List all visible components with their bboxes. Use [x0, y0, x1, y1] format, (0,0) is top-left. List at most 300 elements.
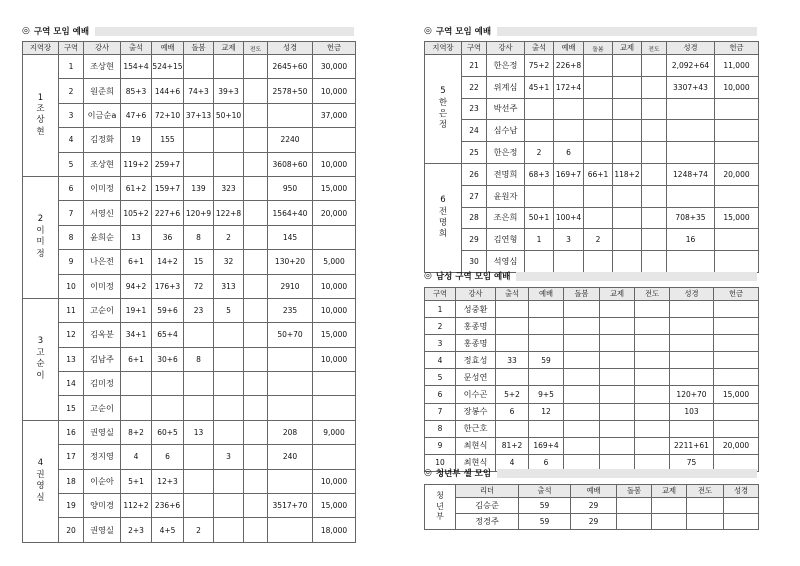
cell-evangel — [642, 98, 667, 120]
cell-worship — [529, 369, 564, 386]
cell-offering: 30,000 — [313, 55, 356, 79]
left-worship-table — [22, 41, 356, 543]
cell-teacher: 서영신 — [84, 201, 121, 225]
cell-attend: 94+2 — [121, 274, 152, 298]
cell-teacher: 전명희 — [487, 163, 525, 185]
cell-attend: 75+2 — [525, 55, 554, 77]
cell-attend — [496, 369, 529, 386]
cell-worship — [554, 185, 584, 207]
cell-teacher: 문성연 — [456, 369, 496, 386]
cell-offering — [714, 318, 759, 335]
cell-worship: 155 — [152, 128, 184, 152]
cell-leader: 김승준 — [456, 498, 519, 514]
cell-attend: 85+3 — [121, 79, 152, 103]
cell-bible — [670, 335, 714, 352]
cell-fellowship: 50+10 — [214, 103, 244, 127]
cell-fellowship — [600, 437, 635, 454]
cell-offering — [714, 420, 759, 437]
cell-bible: 2240 — [268, 128, 313, 152]
cell-care: 2 — [184, 518, 214, 542]
cell-evangel — [642, 142, 667, 164]
cell-bible: 240 — [268, 445, 313, 469]
table-row — [425, 514, 759, 530]
cell-evangel — [244, 372, 268, 396]
cell-offering — [714, 301, 759, 318]
cell-no: 12 — [59, 323, 84, 347]
cell-offering: 20,000 — [715, 163, 759, 185]
cell-offering: 10,000 — [313, 79, 356, 103]
cell-worship: 6 — [529, 454, 564, 471]
table-row — [425, 207, 759, 229]
cell-bible: 2910 — [268, 274, 313, 298]
cell-worship: 14+2 — [152, 250, 184, 274]
column-header: 돌봄 — [617, 485, 652, 498]
cell-evangel — [244, 274, 268, 298]
column-header: 출석 — [496, 288, 529, 301]
column-header: 리더 — [456, 485, 519, 498]
cell-evangel — [635, 420, 670, 437]
cell-fellowship: 5 — [214, 298, 244, 322]
cell-teacher: 김연형 — [487, 229, 525, 251]
cell-attend — [525, 185, 554, 207]
cell-fellowship — [214, 347, 244, 371]
cell-teacher: 김정화 — [84, 128, 121, 152]
cell-attend: 47+6 — [121, 103, 152, 127]
cell-worship: 6 — [554, 142, 584, 164]
column-header: 강사 — [456, 288, 496, 301]
table-row — [23, 55, 356, 79]
double-circle-icon: ◎ — [424, 468, 432, 478]
cell-worship: 72+10 — [152, 103, 184, 127]
cell-fellowship — [214, 494, 244, 518]
cell-bible: 235 — [268, 298, 313, 322]
cell-fellowship — [214, 420, 244, 444]
column-header: 교제 — [600, 288, 635, 301]
column-header: 예배 — [554, 42, 584, 55]
cell-fellowship — [652, 498, 687, 514]
cell-teacher: 고순이 — [84, 298, 121, 322]
cell-no: 1 — [425, 301, 456, 318]
title-bar — [497, 469, 757, 478]
cell-no: 9 — [425, 437, 456, 454]
cell-worship: 172+4 — [554, 76, 584, 98]
cell-offering — [714, 352, 759, 369]
cell-bible: 2211+61 — [670, 437, 714, 454]
column-header: 전도 — [244, 42, 268, 55]
cell-evangel — [244, 445, 268, 469]
table-row — [425, 335, 759, 352]
cell-attend: 5+1 — [121, 469, 152, 493]
cell-offering: 37,000 — [313, 103, 356, 127]
cell-bible — [667, 120, 715, 142]
table-row — [425, 55, 759, 77]
cell-fellowship: 3 — [214, 445, 244, 469]
cell-no: 25 — [462, 142, 487, 164]
district-leader-cell: 2 이 미 정 — [23, 176, 59, 298]
table-row — [23, 469, 356, 493]
column-header: 성경 — [268, 42, 313, 55]
cell-offering: 9,000 — [313, 420, 356, 444]
cell-fellowship — [600, 420, 635, 437]
table-row — [425, 352, 759, 369]
cell-teacher: 최현식 — [456, 454, 496, 471]
cell-offering: 10,000 — [313, 152, 356, 176]
cell-care — [564, 403, 600, 420]
cell-offering — [715, 229, 759, 251]
cell-attend — [525, 120, 554, 142]
header-row — [425, 288, 759, 301]
right-worship-table — [424, 41, 759, 273]
cell-evangel — [635, 335, 670, 352]
cell-attend: 2 — [525, 142, 554, 164]
table-row — [425, 142, 759, 164]
cell-evangel — [244, 396, 268, 420]
cell-fellowship — [600, 403, 635, 420]
cell-offering — [313, 128, 356, 152]
cell-evangel — [642, 163, 667, 185]
cell-evangel — [687, 514, 724, 530]
table-row — [425, 369, 759, 386]
cell-offering — [714, 335, 759, 352]
cell-bible — [268, 396, 313, 420]
cell-attend: 19 — [121, 128, 152, 152]
cell-evangel — [635, 369, 670, 386]
youth-cell-table — [424, 484, 759, 530]
cell-no: 15 — [59, 396, 84, 420]
column-header: 성경 — [670, 288, 714, 301]
cell-care — [584, 142, 613, 164]
cell-care — [564, 386, 600, 403]
men-section-title — [424, 269, 757, 283]
cell-teacher: 정효성 — [456, 352, 496, 369]
cell-care: 23 — [184, 298, 214, 322]
cell-teacher: 한은정 — [487, 142, 525, 164]
table-row — [425, 403, 759, 420]
cell-no: 13 — [59, 347, 84, 371]
cell-attend — [496, 318, 529, 335]
cell-teacher: 권영실 — [84, 420, 121, 444]
cell-fellowship — [613, 207, 642, 229]
cell-attend: 4 — [121, 445, 152, 469]
cell-care: 37+13 — [184, 103, 214, 127]
cell-bible — [268, 469, 313, 493]
column-header: 교제 — [214, 42, 244, 55]
cell-worship: 169+4 — [529, 437, 564, 454]
cell-teacher: 이금순a — [84, 103, 121, 127]
cell-teacher: 조은희 — [487, 207, 525, 229]
cell-care — [584, 207, 613, 229]
cell-attend: 81+2 — [496, 437, 529, 454]
cell-attend: 105+2 — [121, 201, 152, 225]
cell-leader: 정경주 — [456, 514, 519, 530]
cell-offering — [715, 185, 759, 207]
cell-no: 28 — [462, 207, 487, 229]
youth-title-text: 청년부 셀 모임 — [435, 469, 492, 479]
cell-teacher: 정지영 — [84, 445, 121, 469]
cell-bible — [667, 142, 715, 164]
cell-fellowship — [214, 396, 244, 420]
table-row — [23, 201, 356, 225]
cell-worship: 12+3 — [152, 469, 184, 493]
cell-care: 74+3 — [184, 79, 214, 103]
cell-fellowship — [214, 372, 244, 396]
cell-offering — [313, 445, 356, 469]
table-row — [23, 225, 356, 249]
cell-fellowship: 39+3 — [214, 79, 244, 103]
cell-teacher: 김남주 — [84, 347, 121, 371]
cell-bible — [667, 185, 715, 207]
cell-attend: 4 — [496, 454, 529, 471]
cell-offering — [313, 372, 356, 396]
cell-evangel — [635, 352, 670, 369]
cell-evangel — [244, 201, 268, 225]
table-row — [23, 396, 356, 420]
cell-attend: 119+2 — [121, 152, 152, 176]
cell-evangel — [244, 323, 268, 347]
youth-section-title — [424, 466, 757, 480]
cell-teacher: 석영심 — [487, 251, 525, 273]
cell-worship: 227+6 — [152, 201, 184, 225]
cell-fellowship — [613, 185, 642, 207]
cell-bible: 1564+40 — [268, 201, 313, 225]
cell-bible — [268, 347, 313, 371]
cell-bible: 950 — [268, 176, 313, 200]
cell-offering: 20,000 — [714, 437, 759, 454]
column-header: 돌봄 — [184, 42, 214, 55]
column-header: 교제 — [652, 485, 687, 498]
cell-bible — [667, 98, 715, 120]
cell-offering — [714, 403, 759, 420]
cell-worship: 30+6 — [152, 347, 184, 371]
cell-evangel — [244, 128, 268, 152]
cell-no: 20 — [59, 518, 84, 542]
cell-worship: 60+5 — [152, 420, 184, 444]
cell-offering: 5,000 — [313, 250, 356, 274]
column-header: 구역 — [59, 42, 84, 55]
cell-bible — [670, 318, 714, 335]
cell-evangel — [642, 185, 667, 207]
cell-attend: 5+2 — [496, 386, 529, 403]
cell-teacher: 윤원자 — [487, 185, 525, 207]
table-row — [425, 120, 759, 142]
cell-bible: 2,092+64 — [667, 55, 715, 77]
cell-no: 6 — [425, 386, 456, 403]
cell-teacher: 성중환 — [456, 301, 496, 318]
cell-offering — [715, 98, 759, 120]
district-leader-cell: 4 권 영 실 — [23, 420, 59, 542]
right-title-text: 구역 모임 예배 — [435, 27, 492, 37]
cell-bible: 145 — [268, 225, 313, 249]
cell-worship: 100+4 — [554, 207, 584, 229]
cell-fellowship: 323 — [214, 176, 244, 200]
district-leader-cell: 5 한 은 정 — [425, 55, 462, 164]
cell-fellowship — [600, 352, 635, 369]
cell-worship: 176+3 — [152, 274, 184, 298]
title-bar — [516, 272, 757, 281]
district-leader-cell: 6 전 명 희 — [425, 163, 462, 272]
table-row — [425, 301, 759, 318]
cell-care — [617, 498, 652, 514]
cell-worship: 59+6 — [152, 298, 184, 322]
cell-offering: 11,000 — [715, 55, 759, 77]
cell-bible: 50+70 — [268, 323, 313, 347]
cell-teacher: 홍종명 — [456, 335, 496, 352]
cell-attend: 154+4 — [121, 55, 152, 79]
cell-teacher: 이순아 — [84, 469, 121, 493]
cell-bible — [670, 352, 714, 369]
table-row — [23, 323, 356, 347]
column-header: 예배 — [529, 288, 564, 301]
cell-worship: 159+7 — [152, 176, 184, 200]
cell-no: 9 — [59, 250, 84, 274]
cell-teacher: 양미경 — [84, 494, 121, 518]
column-header: 헌금 — [313, 42, 356, 55]
cell-bible: 1248+74 — [667, 163, 715, 185]
cell-evangel — [642, 76, 667, 98]
header-row — [425, 485, 759, 498]
district-leader-cell: 3 고 순 이 — [23, 298, 59, 420]
cell-bible: 3517+70 — [268, 494, 313, 518]
cell-evangel — [244, 55, 268, 79]
right-section-title — [424, 24, 757, 38]
table-row — [425, 498, 759, 514]
cell-teacher: 홍종명 — [456, 318, 496, 335]
double-circle-icon: ◎ — [424, 271, 432, 281]
cell-care: 8 — [184, 347, 214, 371]
cell-evangel — [244, 176, 268, 200]
cell-teacher: 윤희순 — [84, 225, 121, 249]
column-header: 구역 — [425, 288, 456, 301]
cell-fellowship — [214, 55, 244, 79]
cell-fellowship — [652, 514, 687, 530]
cell-evangel — [635, 437, 670, 454]
cell-offering: 10,000 — [313, 469, 356, 493]
cell-offering — [714, 369, 759, 386]
cell-no: 3 — [59, 103, 84, 127]
cell-no: 2 — [59, 79, 84, 103]
column-header: 헌금 — [715, 42, 759, 55]
cell-worship: 4+5 — [152, 518, 184, 542]
cell-no: 17 — [59, 445, 84, 469]
cell-bible: 16 — [667, 229, 715, 251]
cell-fellowship: 2 — [214, 225, 244, 249]
cell-care — [584, 98, 613, 120]
cell-worship: 9+5 — [529, 386, 564, 403]
cell-attend: 50+1 — [525, 207, 554, 229]
cell-care — [584, 76, 613, 98]
cell-no: 4 — [425, 352, 456, 369]
cell-care — [184, 445, 214, 469]
cell-care — [564, 335, 600, 352]
cell-care — [184, 469, 214, 493]
cell-worship: 236+6 — [152, 494, 184, 518]
column-header: 예배 — [571, 485, 617, 498]
cell-care: 66+1 — [584, 163, 613, 185]
column-header: 교제 — [613, 42, 642, 55]
cell-care — [564, 369, 600, 386]
cell-fellowship — [600, 318, 635, 335]
cell-care — [617, 514, 652, 530]
cell-fellowship — [214, 518, 244, 542]
column-header: 강사 — [487, 42, 525, 55]
cell-bible — [268, 103, 313, 127]
cell-care — [564, 318, 600, 335]
table-row — [23, 274, 356, 298]
cell-bible — [268, 518, 313, 542]
cell-teacher: 최현식 — [456, 437, 496, 454]
cell-worship: 259+7 — [152, 152, 184, 176]
cell-bible — [670, 301, 714, 318]
cell-no: 21 — [462, 55, 487, 77]
cell-worship: 29 — [571, 498, 617, 514]
cell-fellowship — [613, 98, 642, 120]
cell-no: 23 — [462, 98, 487, 120]
cell-teacher: 김미정 — [84, 372, 121, 396]
cell-teacher: 김옥분 — [84, 323, 121, 347]
cell-offering: 20,000 — [313, 201, 356, 225]
cell-attend: 33 — [496, 352, 529, 369]
cell-attend: 61+2 — [121, 176, 152, 200]
cell-attend: 2+3 — [121, 518, 152, 542]
cell-care — [584, 55, 613, 77]
cell-care: 15 — [184, 250, 214, 274]
cell-no: 18 — [59, 469, 84, 493]
cell-offering: 15,000 — [313, 176, 356, 200]
cell-evangel — [244, 152, 268, 176]
cell-care — [564, 352, 600, 369]
cell-care — [564, 437, 600, 454]
cell-fellowship — [214, 323, 244, 347]
left-section-title — [22, 24, 354, 38]
cell-care — [184, 494, 214, 518]
youth-dept-cell: 청 년 부 — [425, 485, 456, 530]
cell-offering: 15,000 — [715, 207, 759, 229]
cell-worship — [152, 372, 184, 396]
cell-care: 13 — [184, 420, 214, 444]
column-header: 지역장 — [425, 42, 462, 55]
cell-evangel — [635, 318, 670, 335]
cell-no: 30 — [462, 251, 487, 273]
cell-attend: 59 — [519, 514, 571, 530]
cell-worship: 226+8 — [554, 55, 584, 77]
cell-offering: 10,000 — [313, 347, 356, 371]
column-header: 헌금 — [714, 288, 759, 301]
cell-care — [564, 420, 600, 437]
men-worship-table — [424, 287, 759, 472]
cell-care: 8 — [184, 225, 214, 249]
cell-teacher: 박선주 — [487, 98, 525, 120]
cell-care — [584, 185, 613, 207]
left-title-text: 구역 모임 예배 — [33, 27, 90, 37]
cell-no: 10 — [59, 274, 84, 298]
title-bar — [95, 27, 354, 36]
table-row — [23, 420, 356, 444]
cell-fellowship — [613, 76, 642, 98]
cell-no: 11 — [59, 298, 84, 322]
cell-care — [184, 372, 214, 396]
column-header: 돌봄 — [584, 42, 613, 55]
cell-no: 6 — [59, 176, 84, 200]
cell-bible: 75 — [670, 454, 714, 471]
cell-evangel — [244, 225, 268, 249]
cell-offering: 10,000 — [715, 76, 759, 98]
district-leader-cell: 1 조 상 현 — [23, 55, 59, 177]
header-row — [425, 42, 759, 55]
cell-fellowship: 313 — [214, 274, 244, 298]
cell-fellowship — [613, 55, 642, 77]
cell-attend: 68+3 — [525, 163, 554, 185]
cell-worship: 65+4 — [152, 323, 184, 347]
